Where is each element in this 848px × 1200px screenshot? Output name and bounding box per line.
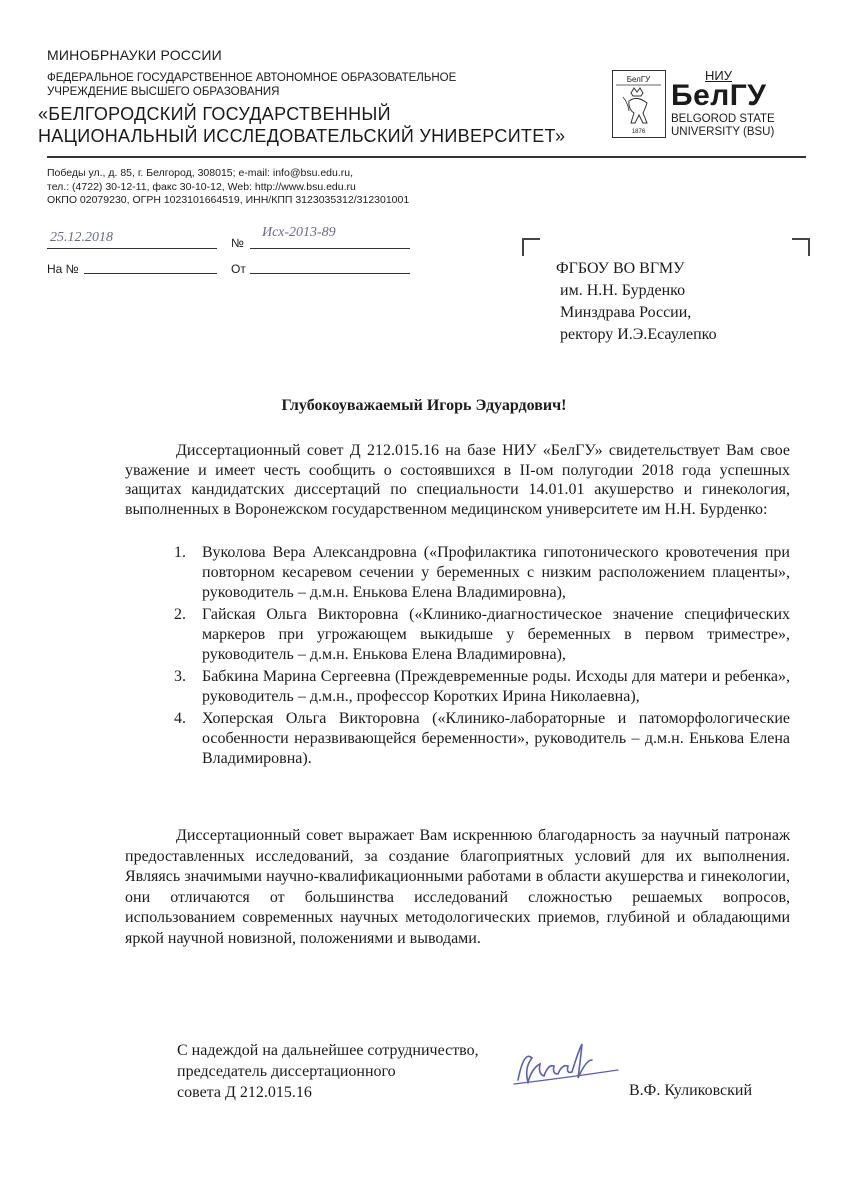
- list-item-number: 4.: [174, 710, 186, 727]
- org-type-line1: ФЕДЕРАЛЬНОЕ ГОСУДАРСТВЕННОЕ АВТОНОМНОЕ ОБРАЗОВАТЕЛЬНОЕ: [47, 72, 457, 84]
- from-line: [250, 273, 410, 274]
- recipient-person: ректору И.Э.Есаулепко: [560, 326, 717, 343]
- closing-block: [177, 1040, 479, 1103]
- brand-niu: НИУ: [705, 68, 732, 83]
- university-name: [38, 103, 565, 147]
- closing-council: совета Д 212.015.16: [177, 1084, 312, 1101]
- university-name-line2: НАЦИОНАЛЬНЫЙ ИССЛЕДОВАТЕЛЬСКИЙ УНИВЕРСИТЕТ»: [38, 126, 566, 146]
- university-emblem: [612, 70, 666, 138]
- contact-phone: тел.: (4722) 30-12-11, факс 30-10-12, Web: http://www.bsu.edu.ru: [47, 180, 356, 193]
- list-item-number: 1.: [174, 544, 186, 561]
- body-paragraph-1: Диссертационный совет Д 212.015.16 на базе НИУ «БелГУ» свидетельствует Вам свое уважение и имеет честь сообщить о состоявшихся в II-ом полугодии 2018 года успешных защитах кандидатских диссертаций по специальности 14.01.01 акушерство и гинекология, выполненных в Воронежском государственном медицинском университете им Н.Н. Бурденко:: [125, 442, 790, 518]
- recipient-ministry: Минздрава России,: [560, 304, 692, 321]
- svg-text:БелГУ: БелГУ: [626, 75, 651, 84]
- list-item: [174, 667, 790, 707]
- ministry-name: МИНОБРНАУКИ РОССИИ: [47, 47, 222, 63]
- org-type: [47, 71, 456, 99]
- brand-belgu: БелГУ: [671, 79, 767, 112]
- list-item: [174, 543, 790, 603]
- salutation: Глубокоуважаемый Игорь Эдуардович!: [281, 397, 567, 414]
- recipient-org: ФГБОУ ВО ВГМУ: [556, 260, 685, 277]
- recipient-bracket: [522, 238, 524, 256]
- contact-address: Победы ул., д. 85, г. Белгород, 308015; e-mail: info@bsu.edu.ru,: [47, 167, 354, 179]
- university-brand: [671, 68, 775, 139]
- list-item-number: 2.: [174, 606, 186, 623]
- body-paragraph-2: Диссертационный совет выражает Вам искреннюю благодарность за научный патронаж предоставленных исследований, за создание благоприятных условий для их выполнения. Являясь значимыми научно-квалификационными работами в области акушерства и гинекологии, они отличаются от большинства исследований сложностью решаемых вопросов, использованием современных научных методологических приемов, глубиной и обладающими яркой научной новизной, положениями и выводами.: [125, 827, 790, 947]
- list-item-text: Вуколова Вера Александровна («Профилактика гипотонического кровотечения при повторном кесаревом сечении у беременных с низким расположением плаценты», руководитель – д.м.н. Енькова Елена Владимировна),: [202, 544, 790, 601]
- recipient-block: [556, 258, 717, 346]
- brand-en: [671, 113, 775, 139]
- list-item: [174, 605, 790, 665]
- in-reply-line: [84, 273, 217, 274]
- from-label: От: [231, 262, 246, 276]
- brand-en-line2: UNIVERSITY (BSU): [671, 126, 775, 138]
- defense-list: [174, 543, 790, 771]
- brand-en-line1: BELGOROD STATE: [671, 113, 775, 125]
- date-line: [47, 248, 217, 249]
- list-item-number: 3.: [174, 668, 186, 685]
- list-item: [174, 709, 790, 769]
- list-item-text: Бабкина Марина Сергеевна (Преждевременные роды. Исходы для матери и ребенка», руководитель – д.м.н., профессор Коротких Ирина Николаевна),: [202, 668, 790, 705]
- recipient-named: им. Н.Н. Бурденко: [560, 282, 686, 299]
- in-reply-label: На №: [47, 262, 79, 276]
- number-line: [250, 248, 410, 249]
- closing-wish: С надеждой на дальнейшее сотрудничество,: [177, 1042, 479, 1059]
- contact-codes: ОКПО 02079230, ОГРН 1023101664519, ИНН/КПП 3123035312/312301001: [47, 194, 410, 206]
- outgoing-date: 25.12.2018: [50, 230, 113, 245]
- header-divider: [47, 156, 806, 158]
- closing-title: председатель диссертационного: [177, 1063, 396, 1080]
- org-type-line2: УЧРЕЖДЕНИЕ ВЫСШЕГО ОБРАЗОВАНИЯ: [47, 86, 280, 98]
- signer-name: В.Ф. Куликовский: [629, 1082, 753, 1099]
- contact-info: [47, 167, 409, 208]
- recipient-bracket: [808, 238, 810, 256]
- list-item-text: Гайская Ольга Викторовна («Клинико-диагностическое значение специфических маркеров при угрожающем выкидыше у беременных в первом триместре», руководитель – д.м.н. Енькова Елена Владимировна),: [202, 606, 790, 663]
- number-label: №: [231, 236, 244, 250]
- handwritten-signature: [510, 1040, 625, 1105]
- svg-text:1876: 1876: [631, 129, 646, 135]
- list-item-text: Хоперская Ольга Викторовна («Клинико-лабораторные и патоморфологические особенности неразвивающейся беременности», руководитель – д.м.н. Енькова Елена Владимировна).: [202, 710, 790, 767]
- university-name-line1: «БЕЛГОРОДСКИЙ ГОСУДАРСТВЕННЫЙ: [38, 104, 391, 124]
- recipient-bracket: [522, 238, 540, 240]
- outgoing-number: Исх-2013-89: [262, 225, 336, 240]
